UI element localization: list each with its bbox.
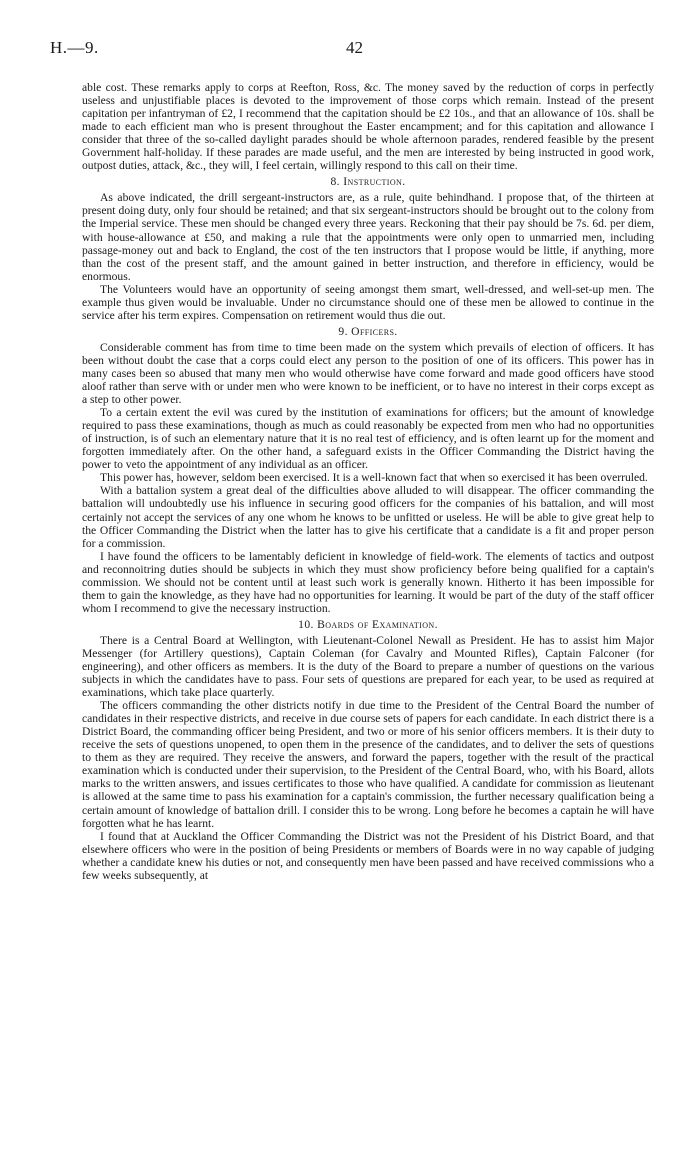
paragraph: The Volunteers would have an opportunity of seeing amongst them smart, well-dressed, and well-set-up men. The example thus given would be invaluable. Under no circumstance should one of these men be allowed to continue in the service after his term expires. Compensation on retirement would thus die out. [82, 282, 654, 322]
section-boards-of-examination [82, 618, 654, 882]
running-header [50, 38, 650, 60]
section-heading: 9. Officers. [338, 324, 398, 338]
paragraph: The officers commanding the other districts notify in due time to the President of the Central Board the number of candidates in their respective districts, and receive in due course sets of papers for each candidate. In each district there is a District Board, the commanding officer being President, and two or more of his senior officers members. It is their duty to receive the sets of questions unopened, to open them in the presence of the candidates, and to deliver the sets of questions to them as they are required. They receive the answers, and forward the papers, together with the result of the practical examination which is conducted under their supervision, to the President of the Central Board, who, with his Board, allots marks to the written answers, and issues certificates to those who have qualified. A candidate for commission as lieutenant is allowed at the same time to pass his examination for a captain's commission, the further necessary qualification being a certain amount of knowledge of battalion drill. I consider this to be wrong. Long before he becomes a captain he will have forgotten what he has learnt. [82, 699, 654, 830]
section-heading: 10. Boards of Examination. [298, 617, 438, 631]
paragraph: I have found the officers to be lamentably deficient in knowledge of field-work. The elements of tactics and outpost and reconnoitring duties should be subjects in which they must show proficiency before being qualified for a captain's commission. We should not be content until at least such work is generally known. Hitherto it has been impossible for them to gain the knowledge, as they have had no opportunities for learning. It would be part of the duty of the staff officer whom I recommend to give the necessary instruction. [82, 549, 654, 615]
body-text [82, 81, 654, 882]
paragraph: With a battalion system a great deal of the difficulties above alluded to will disappear. The officer commanding the battalion will undoubtedly use his influence in securing good officers for the companies of his battalion, and will most certainly not accept the services of any one whom he knows to be unfitted or useless. He will be able to give great help to the Officer Commanding the District when the latter has to give his certificate that a candidate is a fit and proper person for a commission. [82, 484, 654, 550]
section-officers [82, 325, 654, 615]
paragraph: To a certain extent the evil was cured by the institution of examinations for officers; but the amount of knowledge required to pass these examinations, though as much as could reasonably be expected from men who had no opportunities of instruction, is of such an elementary nature that it is no real test of efficiency, and is often learnt up for the moment and forgotten immediately after. On the other hand, a safeguard exists in the Officer Commanding the District having the power to veto the appointment of any individual as an officer. [82, 406, 654, 472]
paragraph: As above indicated, the drill sergeant-instructors are, as a rule, quite behindhand. I propose that, of the thirteen at present doing duty, only four should be retained; and that six sergeant-instructors should be brought out to the colony from the Imperial service. These men should be changed every three years. Reckoning that their pay should be 7s. 6d. per diem, with house-allowance at £50, and making a rule that the appointments were only open to unmarried men, including passage-money out and back to England, the cost of the ten instructors that I propose would be little, if anything, more than the cost of the present staff, and the amount gained in better instruction, and therefore in efficiency, would be enormous. [82, 191, 654, 283]
page-number: 42 [346, 38, 363, 57]
section-instruction [82, 175, 654, 322]
paragraph: This power has, however, seldom been exercised. It is a well-known fact that when so exercised it has been overruled. [100, 471, 648, 485]
opening-paragraph: able cost. These remarks apply to corps at Reefton, Ross, &c. The money saved by the reduction of corps in perfectly useless and unjustifiable places is devoted to the improvement of those corps which remain. Instead of the present capitation per infantryman of £2, I recommend that the capitation should be £2 10s., and that an allowance of 10s. shall be made to each efficient man who is present throughout the Easter encampment; and for this capitation and allowance I consider that three of the so-called daylight parades should be whole afternoon parades, rendered feasible by the present Government half-holiday. If these parades are made useful, and the men are interested by being instructed in good work, outpost duties, attack, &c., they will, I feel certain, willingly respond to this call on their time. [82, 81, 654, 173]
document-reference: H.—9. [50, 38, 99, 57]
section-heading: 8. Instruction. [330, 175, 406, 189]
paragraph: I found that at Auckland the Officer Commanding the District was not the President of his District Board, and that elsewhere officers who were in the position of being Presidents or members of Boards were in no way capable of judging whether a candidate knew his duties or not, and consequently men have been passed and have received commissions who a few weeks subsequently, at [82, 829, 654, 882]
paragraph: There is a Central Board at Wellington, with Lieutenant-Colonel Newall as President. He has to assist him Major Messenger (for Artillery questions), Captain Coleman (for Cavalry and Mounted Rifles), Captain Falconer (for engineering), and other officers as members. It is the duty of the Board to prepare a number of questions on the various subjects in which the candidates have to pass. Four sets of questions are prepared for each year, to be used as required at examinations, which take place quarterly. [82, 633, 654, 700]
paragraph: Considerable comment has from time to time been made on the system which prevails of election of officers. It has been without doubt the case that a corps could elect any person to the position of one of its officers. This power has in many cases been so abused that many men who would otherwise have come forward and made good officers have stood aloof rather than serve with or under men who were known to be inefficient, or to have no interest in their corps except as a step to other power. [82, 340, 654, 407]
